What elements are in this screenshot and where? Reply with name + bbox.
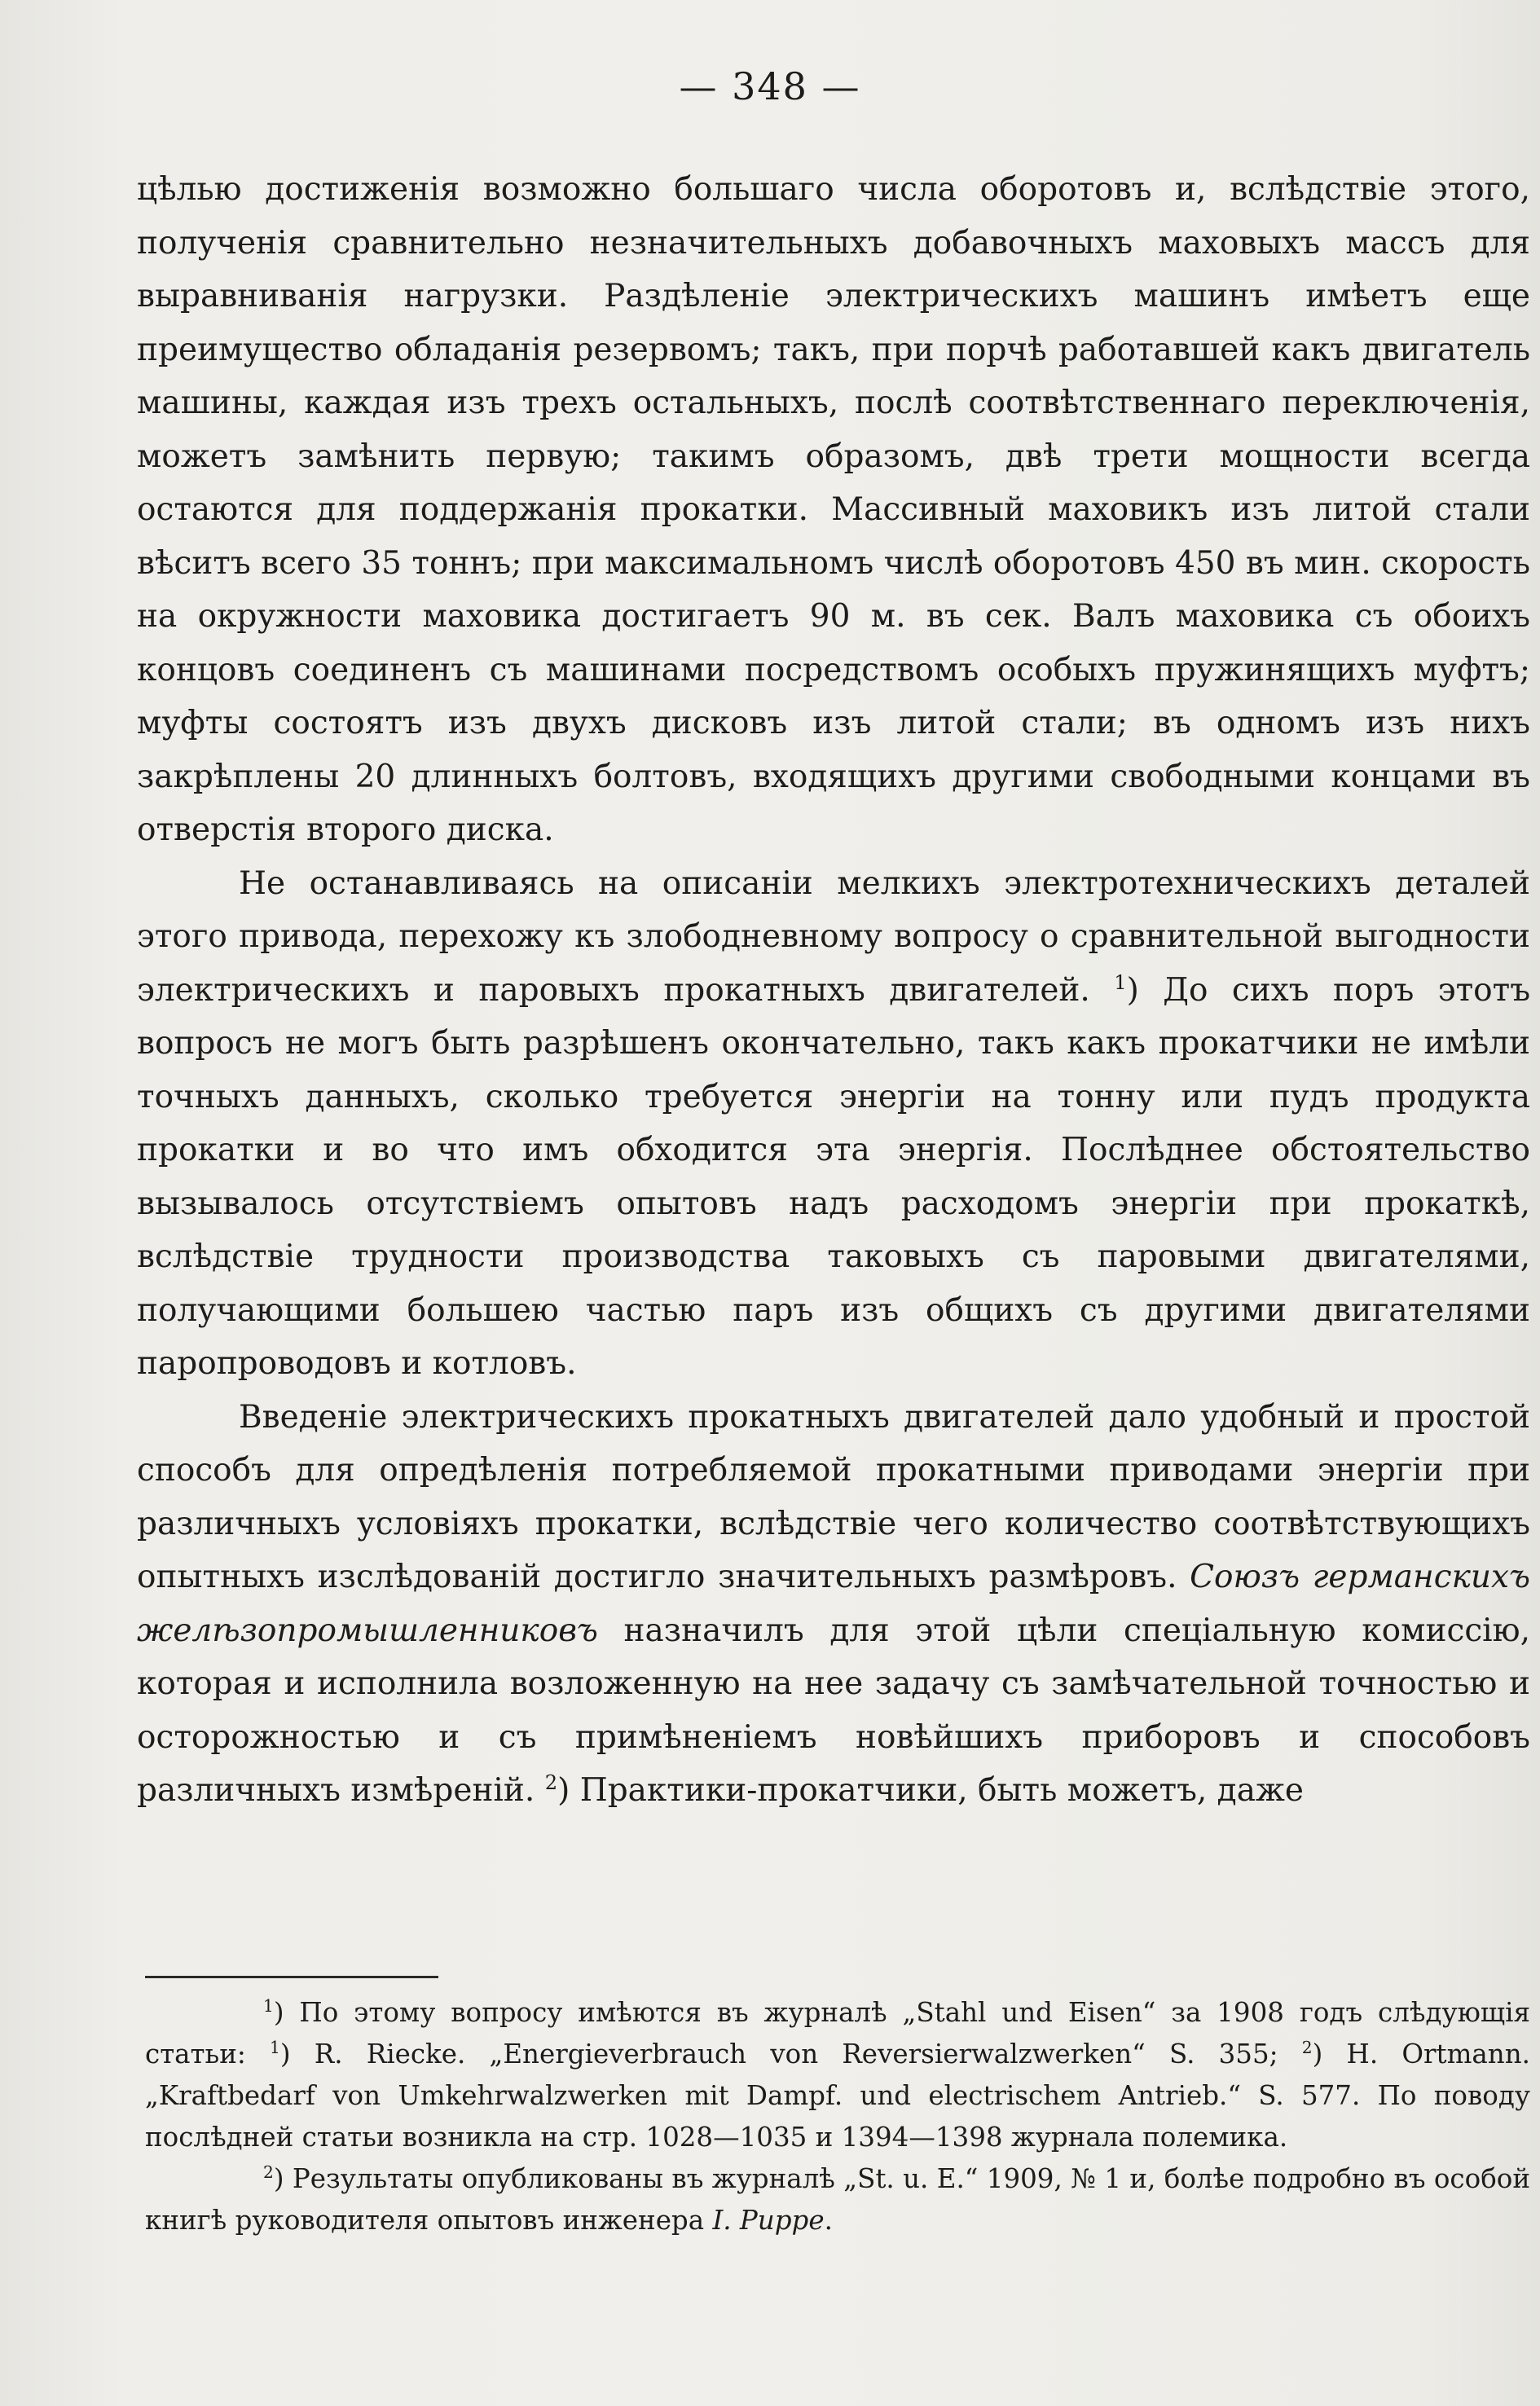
footnote-text: ) Результаты опубликованы въ журналѣ „St. u. E.“ 1909, № 1 и, болѣе подробно въ особой книгѣ руководителя опытовъ инженера <box>145 2163 1530 2236</box>
footnote-divider <box>145 1976 438 1978</box>
paragraph-text: назначилъ для этой цѣли спеціальную комиссію, которая и исполнила возложенную на нее задачу съ замѣчательной точностью и осторожностью и съ примѣненіемъ новѣйшихъ приборовъ и способовъ различныхъ измѣреній. <box>137 1612 1530 1809</box>
footnote-mark: 1 <box>263 1996 274 2017</box>
footnote-2 <box>145 2158 1530 2241</box>
footnote-1 <box>145 1992 1530 2158</box>
footnote-mark: 2 <box>263 2162 274 2183</box>
paragraph-continuation: цѣлью достиженія возможно большаго числа оборотовъ и, вслѣдствіе этого, полученія сравнительно незначительныхъ добавочныхъ маховыхъ массъ для выравниванія нагрузки. Раздѣленіе электрическихъ машинъ имѣетъ еще преимущество обладанія резервомъ; такъ, при порчѣ работавшей какъ двигатель машины, каждая изъ трехъ остальныхъ, послѣ соотвѣтственнаго переключенія, можетъ замѣнить первую; такимъ образомъ, двѣ трети мощности всегда остаются для поддержанія прокатки. Массивный маховикъ изъ литой стали вѣситъ всего 35 тоннъ; при максимальномъ числѣ оборотовъ 450 въ мин. скорость на окружности маховика достигаетъ 90 м. въ сек. Валъ маховика съ обоихъ концовъ соединенъ съ машинами посредствомъ особыхъ пружинящихъ муфтъ; муфты состоятъ изъ двухъ дисковъ изъ литой стали; въ одномъ изъ нихъ закрѣплены 20 длинныхъ болтовъ, входящихъ другими свободными концами въ отверстія второго диска. <box>137 171 1530 848</box>
footnote-reference: 2 <box>544 1771 558 1794</box>
footnote-reference: 1 <box>1114 970 1127 994</box>
paragraph-text: Введеніе электрическихъ прокатныхъ двигателей дало удобный и простой способъ для опредѣленія потребляемой прокатными приводами энергіи при различныхъ условіяхъ прокатки, вслѣдствіе чего количество соотвѣтствующихъ опытныхъ изслѣдованій достигло значительныхъ размѣровъ. <box>137 1398 1530 1595</box>
footnote-mark: 1 <box>270 2038 280 2058</box>
footnote-text: . <box>824 2205 833 2236</box>
paragraph-text: ) До сихъ поръ этотъ вопросъ не могъ быть разрѣшенъ окончательно, такъ какъ прокатчики не имѣли точныхъ данныхъ, сколько требуется энергіи на тонну или пудъ продукта прокатки и во что имъ обходится эта энергія. Послѣднее обстоятельство вызывалось отсутствіемъ опытовъ надъ расходомъ энергіи при прокаткѣ, вслѣдствіе трудности производства таковыхъ съ паровыми двигателями, получающими большею частью паръ изъ общихъ съ другими двигателями паропроводовъ и котловъ. <box>137 971 1531 1382</box>
footnote-text: ) По этому вопросу имѣются въ журналѣ „Stahl und Eisen“ за 1908 годъ слѣдующія статьи: <box>145 1997 1530 2070</box>
footnote-italic-name: I. Puppe <box>712 2205 825 2236</box>
paragraph-experiments <box>137 1391 1530 1818</box>
italic-organization-name: Союзъ германскихъ желѣзопромышленниковъ <box>137 1559 1530 1649</box>
footnote-text: ) H. Ortmann. „Kraftbedarf von Umkehrwalzwerken mit Dampf. und electrischem Antrieb.“ S. 577. По поводу послѣдней статьи возникла на стр. 1028—1035 и 1394—1398 журнала полемика. <box>145 2039 1530 2153</box>
main-text <box>137 163 1530 1818</box>
paragraph-text: Не останавливаясь на описаніи мелкихъ электротехническихъ деталей этого привода, перехожу къ злободневному вопросу о сравнительной выгодности электрическихъ и паровыхъ прокатныхъ двигателей. <box>137 864 1530 1009</box>
footnotes <box>145 1992 1530 2241</box>
footnote-mark: 2 <box>1301 2038 1313 2058</box>
footnote-text: ) R. Riecke. „Energieverbrauch von Reversierwalzwerken“ S. 355; <box>279 2039 1302 2070</box>
paragraph-text: ) Практики-прокатчики, быть можетъ, даже <box>557 1772 1304 1809</box>
page-number: — 348 — <box>679 64 861 108</box>
paragraph-comparison <box>137 857 1530 1391</box>
